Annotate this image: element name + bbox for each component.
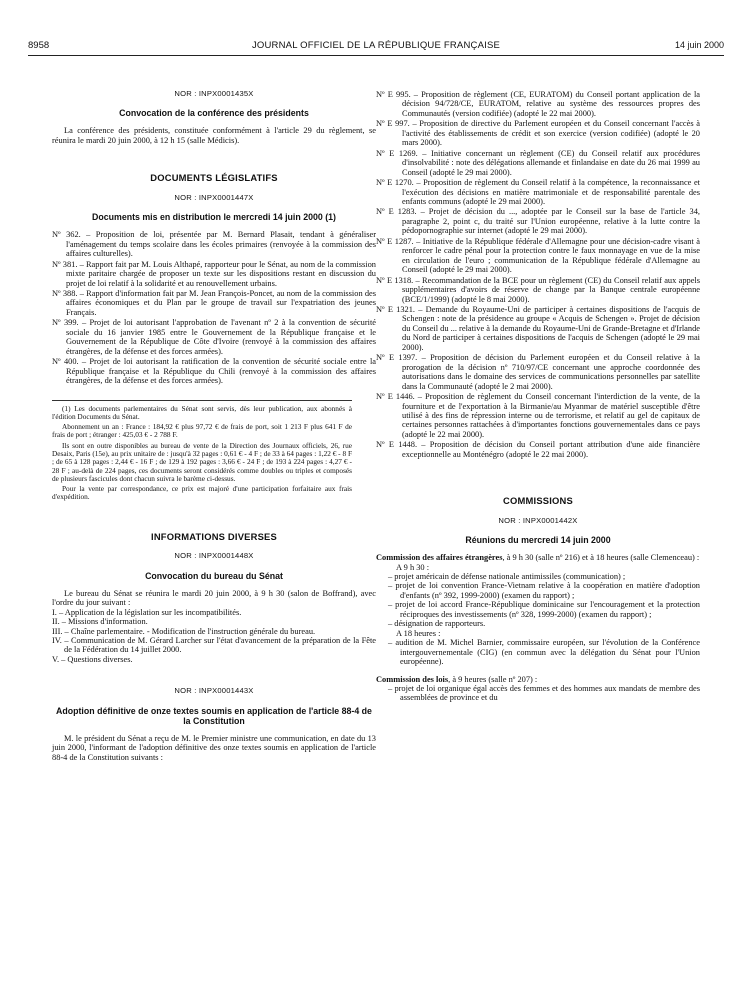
eu-text-item: Nº E 1287. – Initiative de la République fédérale d'Allemagne pour une décision-cadre visant à renforcer le cadre pénal pour la protection contre le faux monnayage en vue de la mise en circulation de l'euro ; communication de la République fédérale d'Allemagne au Conseil (adopté le 29 mai 2000). bbox=[376, 236, 700, 275]
footnote: Ils sont en outre disponibles au bureau de vente de la Direction des Journaux officiels, 26, rue Desaix, Paris (15e), au prix unitaire de : jusqu'à 32 pages : 0,61 € - 4 F ; de 33 à 64 pages : 1,22 € - 8 F ; de 65 à 128 pages : 2,44 € - 16 F ; de 129 à 192 pages : 3,66 € - 24 F ; de 193 à 224 pages : 4,27 € - 28 F ; au-delà de 224 pages, ces documents seront considérés comme doubles ou triples et composés de plusieurs fascicules dont chacun suivra le barème ci-dessus. bbox=[52, 440, 352, 483]
eu-text-item: Nº E 1269. – Initiative concernant un règlement (CE) du Conseil relatif aux procédures d'insolvabilité : note des délégations allemande et finlandaise en date du 26 mai 1999 au Conseil (adopté le 29 mai 2000). bbox=[376, 148, 700, 177]
list-item: I. – Application de la législation sur les incompatibilités. bbox=[52, 607, 242, 617]
agenda-item: – audition de M. Michel Barnier, commissaire européen, sur l'évolution de la Conférence intergouvernementale (CIG) (en commun avec la délégation du Sénat pour l'Union européenne). bbox=[388, 638, 700, 667]
footnote: Abonnement un an : France : 184,92 € plus 97,72 € de frais de port, soit 1 213 F plus 641 F de frais de port ; étranger : 425,03 € - 2 788 F. bbox=[52, 422, 352, 440]
committee-name: Commission des affaires étrangères bbox=[376, 553, 503, 563]
agenda-item: – projet américain de défense nationale antimissiles (communication) ; bbox=[388, 572, 626, 582]
agenda-item: – projet de loi accord France-République dominicaine sur l'encouragement et la protection réciproques des investissements (nº 328, 1999-2000) (examen du rapport) ; bbox=[388, 600, 700, 619]
time-label: A 18 heures : bbox=[396, 628, 441, 638]
journal-title: JOURNAL OFFICIEL DE LA RÉPUBLIQUE FRANÇAISE bbox=[251, 40, 501, 51]
eu-text-item: Nº E 1446. – Proposition de règlement du Conseil concernant l'interdiction de la vente, de la fourniture et de l'exportation à la Birmanie/au Myanmar de matériel susceptible d'être utilisé à des fins de répression interne ou de terrorisme, et relatif au gel de capitaux de certaines personnes rattachées à d'importantes fonctions gouvernementales dans ce pays (adopté le 22 mai 2000). bbox=[376, 392, 700, 439]
document-item: Nº 388. – Rapport d'information fait par M. Jean François-Poncet, au nom de la commission des affaires économiques et du Plan par le groupe de travail sur l'expatriation des jeunes Français. bbox=[52, 288, 376, 317]
section-heading: COMMISSIONS bbox=[503, 495, 573, 507]
page-number: 8958 bbox=[28, 40, 50, 51]
list-item: III. – Chaîne parlementaire. - Modification de l'instruction générale du bureau. bbox=[52, 626, 316, 636]
section-heading: DOCUMENTS LÉGISLATIFS bbox=[150, 172, 278, 184]
section-title: Convocation de la conférence des présidents bbox=[119, 108, 309, 119]
page-header bbox=[28, 40, 724, 54]
eu-text-item: Nº E 997. – Proposition de directive du Parlement européen et du Conseil concernant l'accès à l'activité des établissements de crédit et son exercice (version codifiée) (adopté le 20 mars 2000). bbox=[376, 119, 700, 148]
committee-schedule: , à 9 h 30 (salle nº 216) et à 18 heures (salle Clemenceau) : bbox=[502, 553, 700, 563]
paragraph: M. le président du Sénat a reçu de M. le Premier ministre une communication, en date du 13 juin 2000, l'informant de l'adoption définitive des onze textes soumis en application de l'article 88-4 de la Constitution suivants : bbox=[52, 733, 376, 762]
footnote: (1) Les documents parlementaires du Sénat sont servis, dès leur publication, aux abonnés à l'édition Documents du Sénat. bbox=[52, 403, 352, 421]
eu-text-item: Nº E 1397. – Proposition de décision du Parlement européen et du Conseil relative à la prorogation de la décision nº 710/97/CE concernant une approche coordonnée des autorisations dans le domaine des services de communications personnelles par satellite dans la Communauté (adopté le 2 mai 2000). bbox=[376, 353, 700, 391]
committee-line bbox=[376, 675, 700, 684]
section-title: Documents mis en distribution le mercredi 14 juin 2000 (1) bbox=[92, 212, 336, 223]
document-item: Nº 362. – Proposition de loi, présentée par M. Bernard Plasait, tendant à généraliser l'aménagement du temps scolaire dans les écoles primaires (renvoyée à la commission des affaires culturelles). bbox=[52, 230, 376, 259]
paragraph: Le bureau du Sénat se réunira le mardi 20 juin 2000, à 9 h 30 (salon de Boffrand), avec l'ordre du jour suivant : bbox=[52, 588, 376, 608]
time-label: A 9 h 30 : bbox=[396, 562, 430, 572]
footnote: Pour la vente par correspondance, ce prix est majoré d'une participation forfaitaire aux frais d'expédition. bbox=[52, 484, 352, 502]
paragraph: La conférence des présidents, constituée conformément à l'article 29 du règlement, se réunira le mardi 20 juin 2000, à 12 h 15 (salle Médicis). bbox=[52, 126, 376, 145]
list-item: II. – Missions d'information. bbox=[52, 617, 148, 627]
eu-text-item: Nº E 1448. – Proposition de décision du Conseil portant attribution d'une aide financière exceptionnelle au Monténégro (adopté le 22 mai 2000). bbox=[376, 440, 700, 459]
list-item: V. – Questions diverses. bbox=[52, 654, 133, 664]
nor-reference: NOR : INPX0001448X bbox=[174, 551, 254, 561]
left-column bbox=[52, 85, 376, 762]
nor-reference: NOR : INPX0001443X bbox=[174, 686, 254, 696]
section-title: Réunions du mercredi 14 juin 2000 bbox=[465, 535, 611, 546]
eu-text-item: Nº E 995. – Proposition de règlement (CE, EURATOM) du Conseil portant application de la décision 94/728/CE, EURATOM, relative au système des ressources propres des Communautés (version codifiée) (adopté le 22 mai 2000). bbox=[376, 90, 700, 118]
eu-text-item: Nº E 1318. – Recommandation de la BCE pour un règlement (CE) du Conseil relatif aux appels supplémentaires d'avoirs de réserve de change par la Banque centrale européenne (BCE/1/1999) (adopté le 8 mai 2000). bbox=[376, 275, 700, 304]
header-rule bbox=[28, 55, 724, 56]
issue-date: 14 juin 2000 bbox=[674, 40, 724, 50]
committee-name: Commission des lois bbox=[376, 674, 449, 684]
nor-reference: NOR : INPX0001447X bbox=[174, 192, 254, 202]
document-item: Nº 400. – Projet de loi autorisant la ratification de la convention de sécurité sociale entre la République française et la République du Chili (renvoyé à la commission des affaires étrangères, de la défense et des forces armées). bbox=[52, 357, 376, 386]
eu-text-item: Nº E 1283. – Projet de décision du ..., adoptée par le Conseil sur la base de l'article 34, paragraphe 2, point c, du traité sur l'Union européenne, relative à la lutte contre la pédopornographie sur internet (adopté le 29 mai 2000). bbox=[376, 207, 700, 236]
section-title: Convocation du bureau du Sénat bbox=[145, 570, 283, 581]
nor-reference: NOR : INPX0001442X bbox=[498, 515, 578, 525]
right-column bbox=[376, 90, 700, 703]
eu-text-item: Nº E 1270. – Proposition de règlement du Conseil relatif à la compétence, la reconnaissance et l'exécution des décisions en matière matrimoniale et de responsabilité parentale des enfants communs (adopté le 29 mai 2000). bbox=[376, 178, 700, 206]
committee-line bbox=[376, 553, 700, 562]
agenda-item: – projet de loi convention France-Vietnam relative à la coopération en matière d'adoption d'enfants (nº 392, 1999-2000) (examen du rapport) ; bbox=[388, 581, 700, 600]
document-item: Nº 381. – Rapport fait par M. Louis Althapé, rapporteur pour le Sénat, au nom de la commission mixte paritaire chargée de proposer un texte sur les dispositions restant en discussion du projet de loi relatif à la solidarité et au renouvellement urbains. bbox=[52, 259, 376, 288]
footnotes bbox=[52, 400, 352, 502]
section-title: Adoption définitive de onze textes soumis en application de l'article 88-4 de la Constitution bbox=[56, 705, 372, 726]
agenda-item: – projet de loi organique égal accès des femmes et des hommes aux mandats de membre des assemblées de province et du bbox=[388, 684, 700, 703]
agenda-list bbox=[52, 608, 376, 665]
list-item: IV. – Communication de M. Gérard Larcher sur l'état d'avancement de la préparation de la Fête de la Fédération du 14 juillet 2000. bbox=[52, 635, 376, 655]
agenda-item: – désignation de rapporteurs. bbox=[388, 619, 486, 629]
nor-reference: NOR : INPX0001435X bbox=[174, 89, 254, 98]
eu-text-item: Nº E 1321. – Demande du Royaume-Uni de participer à certaines dispositions de l'acquis de Schengen : note de la présidence au groupe « Acquis de Schengen ». Projet de décision du Conseil du ... relative à la demande du Royaume-Uni de Grande-Bretagne et d'Irlande du Nord de participer à certaines dispositions de l'acquis de Schengen (adopté le 29 mai 2000). bbox=[376, 304, 700, 352]
section-heading: INFORMATIONS DIVERSES bbox=[151, 530, 277, 542]
committee-schedule: , à 9 heures (salle nº 207) : bbox=[448, 674, 538, 684]
document-item: Nº 399. – Projet de loi autorisant l'approbation de l'avenant nº 2 à la convention de sécurité sociale du 16 janvier 1985 entre le Gouvernement de la République française et le Gouvernement de la République de Côte d'Ivoire (renvoyé à la commission des affaires étrangères, de la défense et des forces armées). bbox=[52, 318, 376, 356]
